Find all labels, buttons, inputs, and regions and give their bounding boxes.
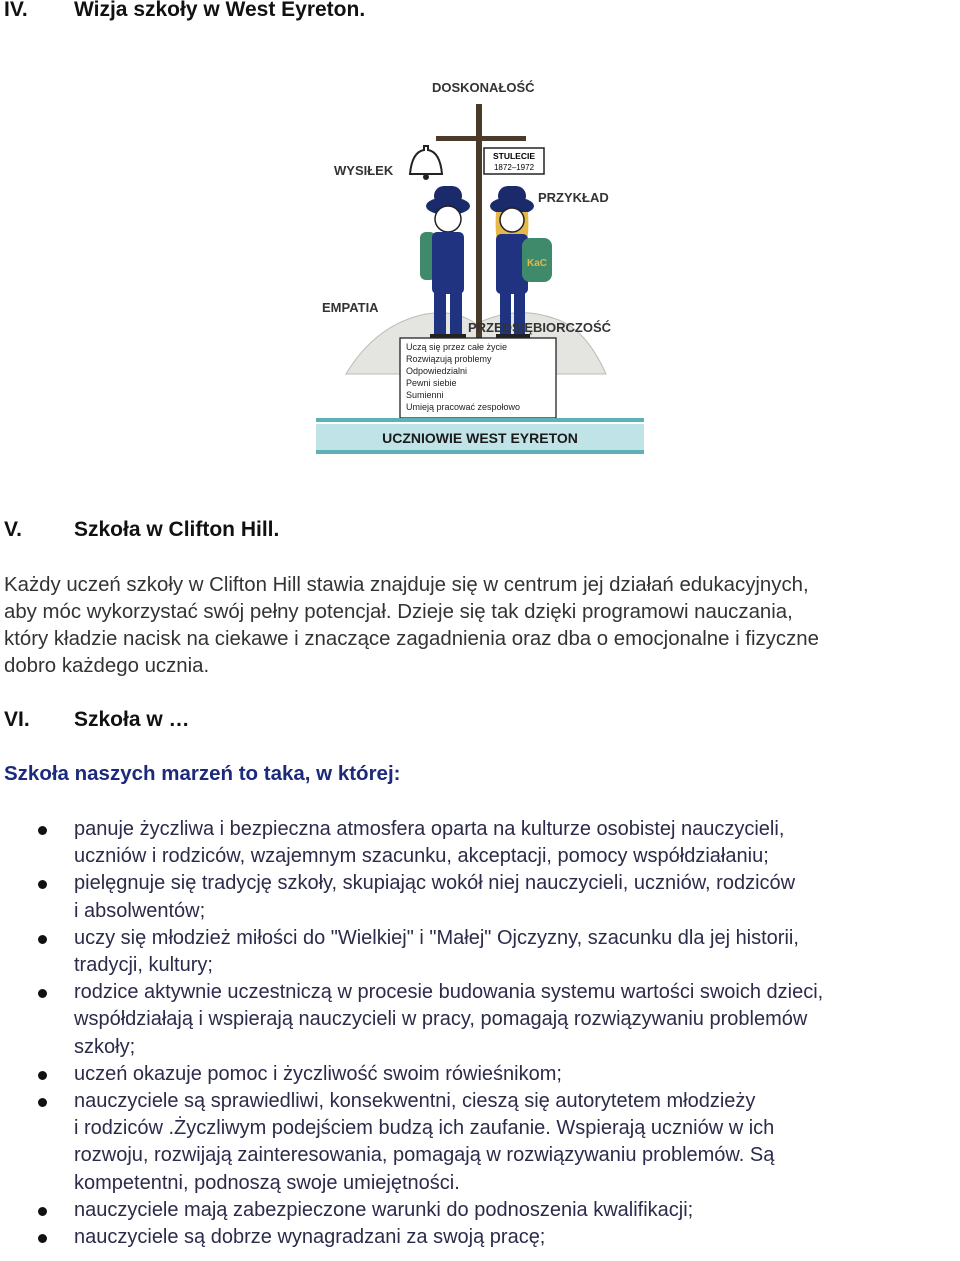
bullet-dot xyxy=(38,935,47,944)
bullet-dot xyxy=(38,1098,47,1107)
list-item: nauczyciele są dobrze wynagradzani za swoją pracę; xyxy=(0,1224,950,1251)
bullet-dot xyxy=(38,1234,47,1243)
list-item: nauczyciele mają zabezpieczone warunki do podnoszenia kwalifikacji; xyxy=(0,1197,950,1224)
bullet-dot xyxy=(38,826,47,835)
label-enterprise: PRZEDSIĘBIORCZOŚĆ xyxy=(468,320,612,335)
paragraph-line: aby móc wykorzystać swój pełny potencjał. Dzieje się tak dzięki programowi nauczania, xyxy=(4,601,793,623)
bullet-dot xyxy=(38,989,47,998)
label-example: PRZYKŁAD xyxy=(538,190,609,205)
section-5-heading xyxy=(4,518,279,542)
label-excellence: DOSKONAŁOŚĆ xyxy=(432,80,535,95)
label-effort: WYSIŁEK xyxy=(334,163,394,178)
section-4-heading xyxy=(4,0,365,22)
banner-text: UCZNIOWIE WEST EYRETON xyxy=(382,430,578,446)
section-6-heading xyxy=(4,708,190,732)
paragraph-line: Każdy uczeń szkoły w Clifton Hill stawia znajduje się w centrum jej działań edukacyjnych, xyxy=(4,574,809,596)
list-item: panuje życzliwa i bezpieczna atmosfera oparta na kulturze osobistej nauczycieli, uczniów i rodziców, wzajemnym szacunku, akceptacji, pomocy współdziałaniu; xyxy=(0,816,950,870)
signpost-arm xyxy=(436,136,526,141)
quality-line: Umieją pracować zespołowo xyxy=(406,402,521,412)
list-item: uczeń okazuje pomoc i życzliwość swoim rówieśnikom; xyxy=(0,1061,950,1088)
quality-line: Sumienni xyxy=(406,390,444,400)
bullet-dot xyxy=(38,880,47,889)
section-4-title: Wizja szkoły w West Eyreton. xyxy=(74,0,366,21)
paragraph-line: który kładzie nacisk na ciekawe i znaczące zagadnienia oraz dba o emocjonalne i fizyczne xyxy=(4,628,819,650)
bell-icon xyxy=(410,146,442,174)
list-item: nauczyciele są sprawiedliwi, konsekwentni, cieszą się autorytetem młodzieży i rodziców .Życzliwym podejściem budzą ich zaufanie. Wspierają uczniów w ich rozwoju, rozwijają zainteresowania, pomagają w rozwiązywaniu problemów. Są kompetentni, podnoszą swoje umiejętności. xyxy=(0,1088,950,1197)
section-5-paragraph xyxy=(4,572,958,680)
section-5-title: Szkoła w Clifton Hill. xyxy=(74,518,280,541)
label-empathy: EMPATIA xyxy=(322,300,379,315)
bullet-dot xyxy=(38,1207,47,1216)
section-4-number: IV. xyxy=(4,0,28,21)
dream-school-subtitle: Szkoła naszych marzeń to taka, w której: xyxy=(4,762,401,785)
quality-line: Odpowiedzialni xyxy=(406,366,468,376)
centenary-sign-years: 1872–1972 xyxy=(493,163,535,172)
section-6-number: VI. xyxy=(4,708,30,731)
bullet-dot xyxy=(38,1071,47,1080)
section-5-number: V. xyxy=(4,518,22,541)
dream-school-list xyxy=(0,816,950,1251)
list-item: pielęgnuje się tradycję szkoły, skupiając wokół niej nauczycieli, uczniów, rodziców i absolwentów; xyxy=(0,870,950,924)
list-item: uczy się młodzież miłości do "Wielkiej" i "Małej" Ojczyzny, szacunku dla jej historii, tradycji, kultury; xyxy=(0,925,950,979)
backpack-logo: KaC xyxy=(526,258,548,269)
school-vision-illustration xyxy=(316,74,644,458)
list-item: rodzice aktywnie uczestniczą w procesie budowania systemu wartości swoich dzieci, współdziałają i wspierają nauczycieli w pracy, pomagają rozwiązywaniu problemów szkoły; xyxy=(0,979,950,1061)
quality-line: Pewni siebie xyxy=(406,378,457,388)
paragraph-line: dobro każdego ucznia. xyxy=(4,655,210,677)
centenary-sign-text: STULECIE xyxy=(492,151,536,161)
quality-line: Uczą się przez całe życie xyxy=(406,342,508,352)
section-6-title: Szkoła w … xyxy=(74,708,190,731)
quality-line: Rozwiązują problemy xyxy=(406,354,492,364)
